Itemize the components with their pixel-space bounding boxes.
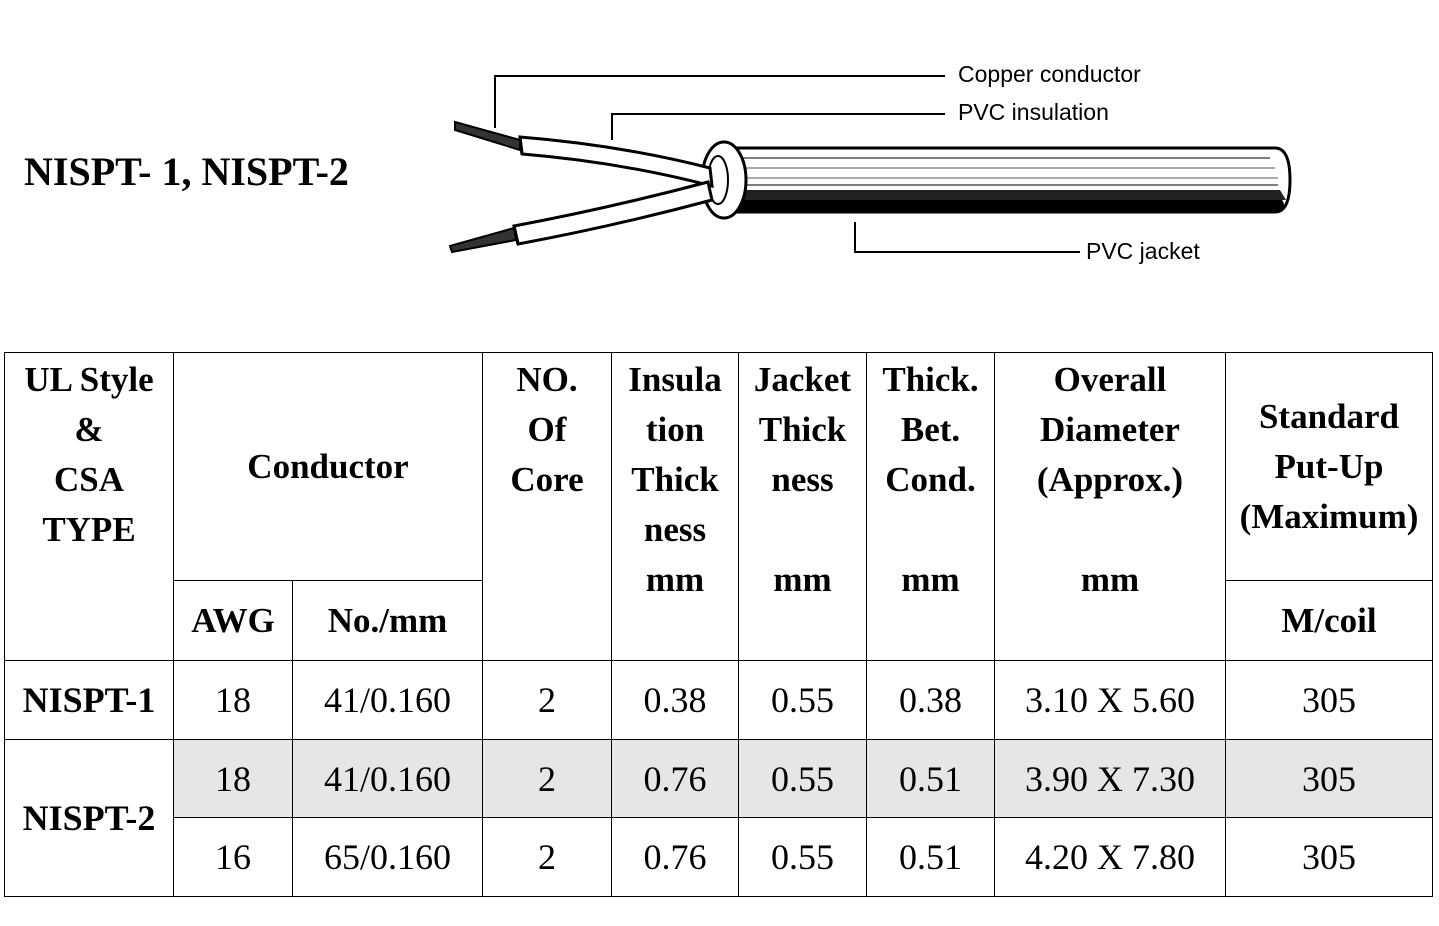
cell-no-mm: 41/0.160 xyxy=(293,740,483,818)
cell-insulation: 0.76 xyxy=(612,740,739,818)
pvc-insulation-label: PVC insulation xyxy=(958,99,1109,125)
cell-core: 2 xyxy=(483,818,612,897)
header-conductor: Conductor xyxy=(174,353,483,581)
cell-putup: 305 xyxy=(1226,818,1433,897)
header-thickness-between-conductors: Thick. Bet. Cond. mm xyxy=(867,353,995,661)
copper-conductor-label: Copper conductor xyxy=(958,61,1141,87)
header-m-coil: M/coil xyxy=(1226,581,1433,661)
cable-diagram xyxy=(440,40,1320,290)
spec-table xyxy=(4,352,1433,897)
table-row xyxy=(5,661,1433,740)
header-no-mm: No./mm xyxy=(293,581,483,661)
header-awg: AWG xyxy=(174,581,293,661)
cell-jacket: 0.55 xyxy=(739,740,867,818)
row-type: NISPT-2 xyxy=(5,740,174,897)
table-row xyxy=(5,740,1433,818)
cell-insulation: 0.38 xyxy=(612,661,739,740)
cell-no-mm: 41/0.160 xyxy=(293,661,483,740)
cell-core: 2 xyxy=(483,661,612,740)
cell-jacket: 0.55 xyxy=(739,818,867,897)
cell-thick-bet: 0.38 xyxy=(867,661,995,740)
cell-no-mm: 65/0.160 xyxy=(293,818,483,897)
page-title: NISPT- 1, NISPT-2 xyxy=(24,149,349,194)
header-no-of-core: NO. Of Core xyxy=(483,353,612,661)
cell-awg: 18 xyxy=(174,661,293,740)
header-overall-diameter: Overall Diameter (Approx.) mm xyxy=(995,353,1226,661)
cell-overall: 4.20 X 7.80 xyxy=(995,818,1226,897)
cell-overall: 3.90 X 7.30 xyxy=(995,740,1226,818)
upper-wire-illustration xyxy=(455,122,712,186)
cell-putup: 305 xyxy=(1226,740,1433,818)
header-jacket-thickness: Jacket Thick ness mm xyxy=(739,353,867,661)
header-ul-style: UL Style & CSA TYPE xyxy=(5,353,174,661)
cell-jacket: 0.55 xyxy=(739,661,867,740)
cell-putup: 305 xyxy=(1226,661,1433,740)
row-type: NISPT-1 xyxy=(5,661,174,740)
pvc-jacket-label: PVC jacket xyxy=(1086,238,1200,264)
cell-awg: 16 xyxy=(174,818,293,897)
cell-awg: 18 xyxy=(174,740,293,818)
cell-insulation: 0.76 xyxy=(612,818,739,897)
header-insulation-thickness: Insula tion Thick ness mm xyxy=(612,353,739,661)
cell-thick-bet: 0.51 xyxy=(867,818,995,897)
cell-overall: 3.10 X 5.60 xyxy=(995,661,1226,740)
header-row-1 xyxy=(5,353,1433,581)
header-standard-put-up: Standard Put-Up (Maximum) xyxy=(1226,353,1433,581)
cell-thick-bet: 0.51 xyxy=(867,740,995,818)
lower-wire-illustration xyxy=(450,182,712,252)
table-row xyxy=(5,818,1433,897)
pvc-jacket-illustration xyxy=(702,142,1290,218)
cell-core: 2 xyxy=(483,740,612,818)
